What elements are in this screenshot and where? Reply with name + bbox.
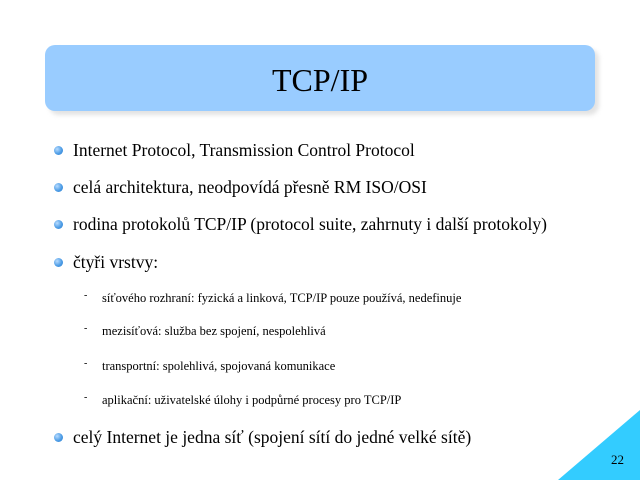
page-number: 22 (611, 452, 624, 467)
dash-bullet-icon: - (84, 323, 88, 334)
corner-triangle (558, 410, 640, 480)
bullet-text: celá architektura, neodpovídá přesně RM ISO/OSI (73, 176, 427, 197)
blue-ball-bullet-icon (54, 433, 63, 442)
bullet-text: rodina protokolů TCP/IP (protocol suite, zahrnuty i další protokoly) (73, 213, 547, 234)
bullet-text: celý Internet je jedna síť (spojení sítí do jedné velké sítě) (73, 426, 472, 447)
sub-bullet-text: síťového rozhraní: fyzická a linková, TCP/IP pouze používá, nedefinuje (102, 290, 462, 305)
title-box (45, 45, 595, 111)
sub-bullet-text: aplikační: uživatelské úlohy i podpůrné procesy pro TCP/IP (102, 392, 402, 407)
blue-ball-bullet-icon (54, 258, 63, 267)
bullet-text: Internet Protocol, Transmission Control Protocol (73, 139, 415, 160)
blue-ball-bullet-icon (54, 220, 63, 229)
sub-bullet-text: mezisíťová: služba bez spojení, nespolehlivá (102, 323, 326, 338)
dash-bullet-icon: - (84, 290, 88, 301)
blue-ball-bullet-icon (54, 146, 63, 155)
bullet-text: čtyři vrstvy: (73, 251, 159, 272)
dash-bullet-icon: - (84, 358, 88, 369)
sub-bullet-text: transportní: spolehlivá, spojovaná komunikace (102, 358, 336, 373)
dash-bullet-icon: - (84, 392, 88, 403)
blue-ball-bullet-icon (54, 183, 63, 192)
slide-title: TCP/IP (271, 62, 369, 98)
